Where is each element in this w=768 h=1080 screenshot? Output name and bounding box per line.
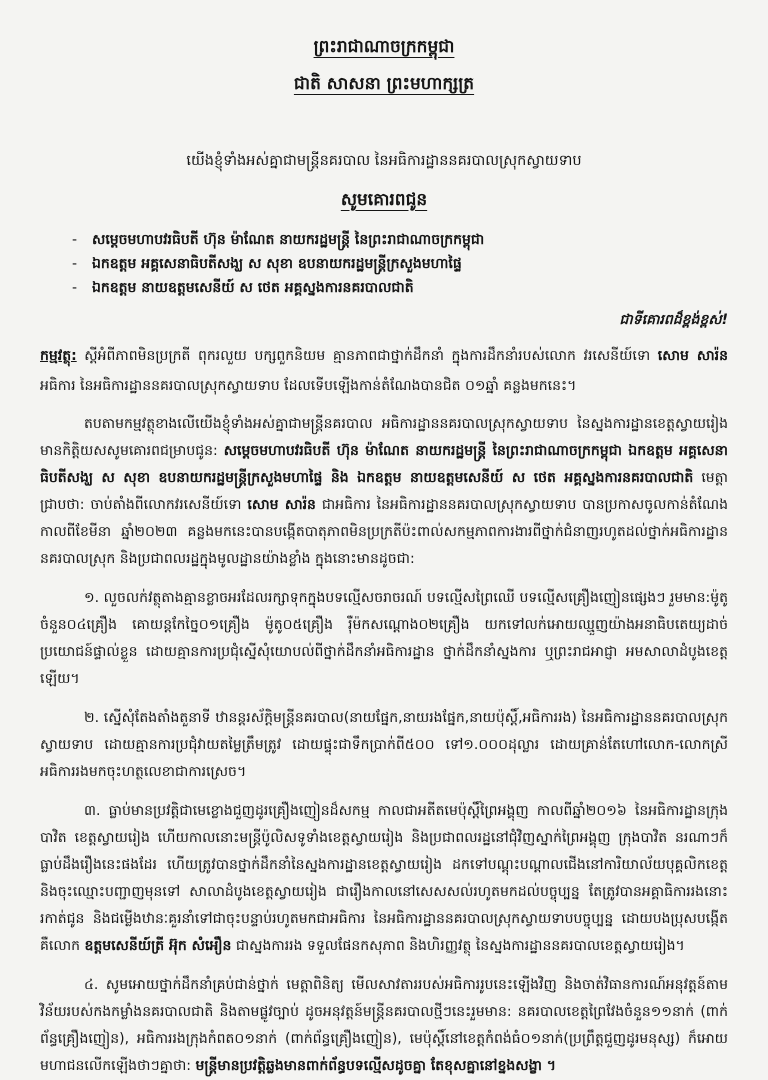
- numbered-item-2: ២. ស្នើសុំតែងតាំងតួនាទី ឋានន្តរស័ក្តិមន្ត្រីនគរបាល(នាយផ្នែក,នាយរងផ្នែក,នាយប៉ុស្តិ៍,អធិការរង) នៃអធិការដ្ឋាននគរបាលស្រុកស្វាយទាប ដោយគ្មានការប្រជុំវាយតម្លៃត្រឹមត្រូវ ដោយផ្ទុះជាទឹកប្រាក់ពី៥០០ ទៅ១.០០០ដុល្លារ ដោយគ្រាន់តែហៅលោក-លោកស្រី អធិការរងមកចុះហត្ថលេខាជាការស្រេច។: [40, 710, 728, 780]
- subject-text: ស្តីអំពីភាពមិនប្រក្រតី ពុករលួយ បក្សពួកនិយម គ្មានភាពជាថ្នាក់ដឹកនាំ ក្នុងការដឹកនាំរបស់លោក វរសេនីយ៍ទោ: [76, 348, 658, 364]
- list-dash: -: [72, 256, 78, 272]
- recipient-item: [72, 276, 728, 300]
- list-dash: -: [72, 232, 78, 248]
- respectfully-to-heading: សូមគោរពជូន: [340, 190, 428, 210]
- subject-text-end: អធិការ នៃអធិការដ្ឋាននគរបាលស្រុកស្វាយទាប ដែលទើបឡើងកាន់តំណែងបានជិត ០១ឆ្នាំ គន្លងមកនេះ។: [40, 378, 577, 394]
- item-closing-bold: មន្ត្រីមានប្រវត្តិឆ្លងមានពាក់ព័ន្ធបទល្មើសដូចគ្នា តែខុសគ្នានៅខ្នងសង្ខា ។: [195, 1058, 557, 1074]
- numbered-item-1: ១. លួចលក់វត្ថុតាងគ្មានខ្លាចអរដែលរក្សាទុកក្នុងបទល្មើសចរាចរណ៍ បទល្មើសព្រៃឈើ បទល្មើសគ្រឿងញៀនផ្សេងៗ រួមមាន:ម៉ូតូចំនួន០៤គ្រឿង គោយន្តកែច្នៃ០១គ្រឿង ម៉ូតូ០៥គ្រឿង រ៉ឺម៉កសណ្តោង០២គ្រឿង យកទៅលក់អោយឈ្មួញយ៉ាងអនាធិបតេយ្យដាច់ប្រយោជន៍ផ្ទាល់ខ្លួន ដោយគ្មានការប្រជុំស្នើសុំយោបល់ពីថ្នាក់ដឹកនាំអធិការដ្ឋាន ថ្នាក់ដឹកនាំស្នងការ ឬព្រះរាជអាជ្ញា អមសាលាដំបូងខេត្តឡើយ។: [40, 590, 728, 687]
- item-text: ៣. ធ្លាប់មានប្រវត្តិជាមេខ្លោងជួញដូរគ្រឿងញៀនដ៏សកម្ម កាលជាអតីតមេប៉ុស្តិ៍ព្រៃអង្គុញ កាលពីឆ្នាំ២០១៦ នៃអធិការដ្ឋានក្រុងបាវិត ខេត្តស្វាយរៀង ហើយកាលនោះមន្ត្រីប៉ូលិសទូទាំងខេត្តស្វាយរៀង និងប្រជាពលរដ្ឋនៅជុំវិញស្នាក់ព្រៃអង្គុញ ក្រុងបាវិត នរណាៗក៏ធ្លាប់ដឹងរឿងនេះផងដែរ ហើយត្រូវបានថ្នាក់ដឹកនាំនៃស្នងការដ្ឋានខេត្តស្វាយរៀង ដកទៅបណ្តុះបណ្តាលជើងនៅការិយាល័យបុគ្គលិកខេត្ត និងចុះឈ្មោះបញ្ជាញមុនទៅ សាលាដំបូងខេត្តស្វាយរៀង ជារឿងកាលនៅសេសសល់រហូតមកដល់បច្ចុប្បន្ន តែត្រូវបានអគ្គាធិការរងនោះរកាត់ជូន និងជម្លើងឋានៈគួរនាំទៅជាចុះបន្ទាប់រហូតមកជាអធិការ នៃអធិការដ្ឋាននគរបាលស្រុកស្វាយទាបបច្ចុប្បន្ន ដោយបងប្រុសបង្កើត គឺលោក: [40, 803, 728, 954]
- intro-line: យើងខ្ញុំទាំងអស់គ្នាជាមន្ត្រីនគរបាល នៃអធិការដ្ឋាននគរបាលស្រុកស្វាយទាប: [186, 153, 582, 169]
- recipient-item: [72, 228, 728, 252]
- national-motto: ជាតិ សាសនា ព្រះមហាក្សត្រ: [293, 74, 475, 94]
- recipient-text: ឯកឧត្តម នាយឧត្តមសេនីយ៍ ស ថេត អគ្គស្នងការនគរបាលជាតិ: [92, 280, 414, 296]
- numbered-item-3: [40, 798, 728, 960]
- kingdom-header: ព្រះរាជាណាចក្រកម្ពុជា: [313, 37, 455, 57]
- subject-person-name: សោម សារ៉ន: [657, 348, 728, 364]
- body-text: មេត្តាជ្រាបថា: ចាប់តាំងពីលោកវរសេនីយ៍ទោ: [40, 470, 728, 513]
- salutation: ជាទីគោរពដ៏ខ្ពង់ខ្ពស់!: [619, 312, 728, 328]
- body-text: តបតាមកម្មវត្ថុខាងលើយើងខ្ញុំទាំងអស់គ្នាជាមន្ត្រីនគរបាល អធិការដ្ឋាននគរបាលស្រុកស្វាយទាប នៃស្នងការដ្ឋានខេត្តស្វាយរៀង មានកិត្តិយសសូមគោរពជម្រាបជូន:: [40, 416, 728, 459]
- subject-paragraph: [40, 341, 728, 401]
- body-text: ជាអធិការ នៃអធិការដ្ឋាននគរបាលស្រុកស្វាយទាប បានប្រកាសចូលកាន់តំណែងកាលពីខែមីនា ឆ្នាំ២០២៣ គន្លងមកនេះបានបង្កើតបាតុភាពមិនប្រក្រតីប៉ះពាល់សកម្មភាពការងារពីថ្នាក់ជំនាញរហូតដល់ថ្នាក់អធិការដ្ឋាននគរបាលស្រុក និងប្រជាពលរដ្ឋក្នុងមូលដ្ឋានយ៉ាងខ្លាំង ក្នុងនោះមានដូចជា:: [40, 497, 728, 567]
- numbered-item-4: [40, 972, 728, 1080]
- item-text: ៤. សូមអោយថ្នាក់ដឹកនាំគ្រប់ជាន់ថ្នាក់ មេត្តាពិនិត្យ មើលសាវតាររបស់អធិការរូបនេះឡើងវិញ និងចាត់វិធានការណ៍អនុវត្តន៍តាមវិន័យរបស់កងកម្លាំងនគរបាលជាតិ និងតាមផ្លូវច្បាប់ ដូចអនុវត្តន៍មន្ត្រីនគរបាលថ្មីៗនេះរួមមាន: នគរបាលខេត្តព្រៃវែងចំនួន១១នាក់ (ពាក់ព័ន្ធគ្រឿងញៀន), អធិការរងក្រុងកំពត០១នាក់ (ពាក់ព័ន្ធគ្រឿងញៀន), មេប៉ុស្តិ៍នៅខេត្តកំពង់ធំ០១នាក់(ប្រព្រឹត្តជួញដូរមនុស្ស) ក៏អោយមហាជនលើកឡើងថាៗគ្នាថា:: [40, 977, 728, 1074]
- recipient-text: សម្តេចមហាបវរធិបតី ហ៊ុន ម៉ាណែត នាយករដ្ឋមន្ត្រី នៃព្រះរាជាណាចក្រកម្ពុជា: [92, 232, 485, 248]
- list-dash: -: [72, 280, 78, 296]
- item-person-name: ឧត្តមសេនីយ៍ត្រី អ៊ុក សំអឿន: [84, 938, 232, 954]
- recipient-item: [72, 252, 728, 276]
- recipient-text: ឯកឧត្តម អគ្គសេនាធិបតីសង្ឃ ស សុខា ឧបនាយករដ្ឋមន្ត្រីក្រសួងមហាផ្ទៃ: [92, 256, 462, 272]
- subject-label: កម្មវត្ថុ:: [40, 348, 77, 364]
- addressees-bold: សម្តេចមហាបវរធិបតី ហ៊ុន ម៉ាណែត នាយករដ្ឋមន្ត្រី នៃព្រះរាជាណាចក្រកម្ពុជា ឯកឧត្តម អគ្គសេនាធិបតីសង្ឃ ស សុខា ឧបនាយករដ្ឋមន្ត្រីក្រសួងមហាផ្ទៃ និង ឯកឧត្តម នាយឧត្តមសេនីយ៍ ស ថេត អគ្គស្នងការនគរបាលជាតិ: [40, 443, 728, 486]
- body-person-name: សោម សារ៉ន: [247, 497, 316, 513]
- recipients-list: [40, 228, 728, 300]
- body-paragraph: [40, 411, 728, 573]
- item-text: ជាស្នងការរង ទទួលផែនកសុភាព និងហិរញ្ញវត្ថុ នៃស្នងការដ្ឋាននគរបាលខេត្តស្វាយរៀង។: [231, 938, 685, 954]
